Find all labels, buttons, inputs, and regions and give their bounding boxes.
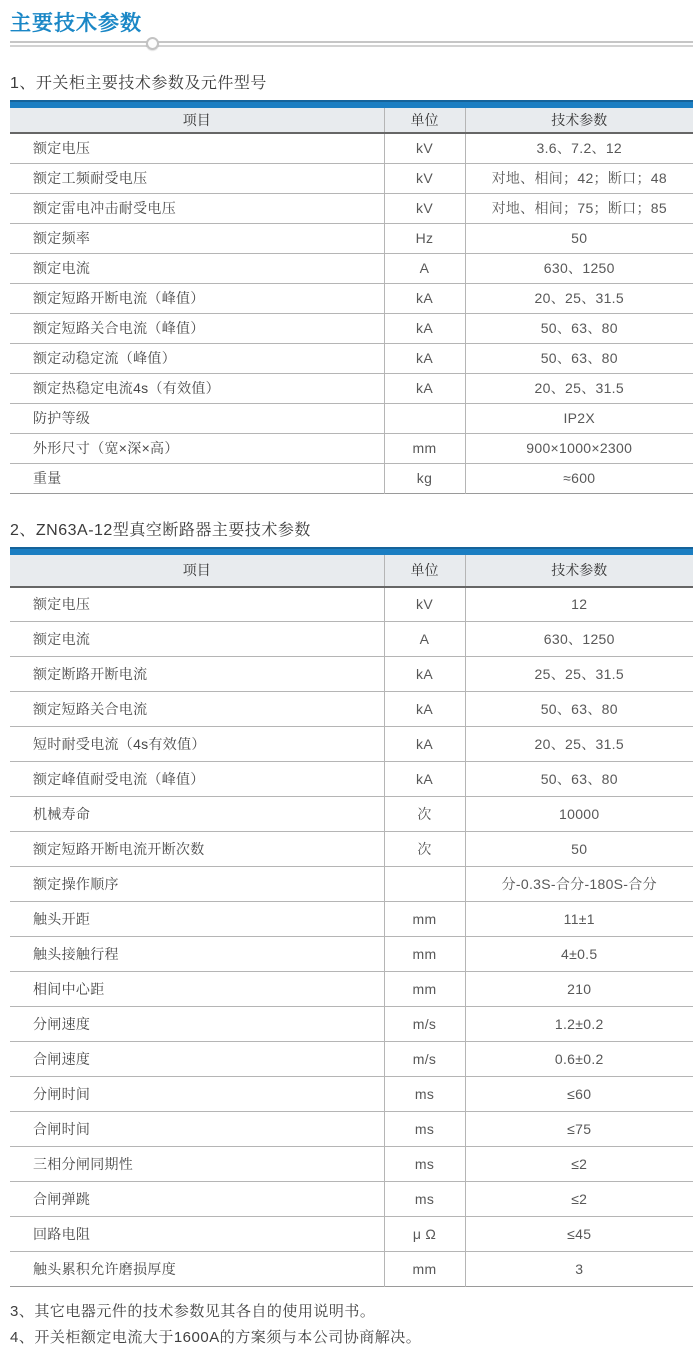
table-row — [10, 403, 693, 433]
item-cell: 短时耐受电流（4s有效值） — [10, 727, 384, 762]
value-cell: 630、1250 — [543, 260, 615, 276]
value-cell: 10000 — [559, 806, 600, 822]
col-header-unit: 单位 — [384, 108, 465, 133]
item-cell: 相间中心距 — [10, 972, 384, 1007]
col-header-value: 技术参数 — [551, 112, 608, 128]
section-1-heading: 1、开关柜主要技术参数及元件型号 — [10, 75, 267, 92]
table-row — [10, 1252, 693, 1287]
value-cell: 210 — [567, 981, 592, 997]
item-cell: 合闸弹跳 — [10, 1182, 384, 1217]
item-cell: 分闸时间 — [10, 1077, 384, 1112]
item-cell: 额定短路关合电流（峰值） — [10, 313, 384, 343]
title-divider — [10, 41, 693, 47]
unit-cell: kA — [384, 313, 465, 343]
table-row — [10, 867, 693, 902]
col-header-item: 项目 — [10, 555, 384, 587]
value-cell: 900×1000×2300 — [526, 440, 633, 456]
item-cell: 额定雷电冲击耐受电压 — [10, 193, 384, 223]
note-3: 3、其它电器元件的技术参数见其各自的使用说明书。 — [10, 1303, 376, 1320]
item-cell: 额定操作顺序 — [10, 867, 384, 902]
item-cell: 触头累积允许磨损厚度 — [10, 1252, 384, 1287]
divider-knob-icon — [146, 37, 159, 50]
table-row — [10, 1042, 693, 1077]
page-title: 主要技术参数 — [10, 12, 142, 35]
unit-cell — [384, 403, 465, 433]
item-cell: 机械寿命 — [10, 797, 384, 832]
unit-cell: kA — [384, 343, 465, 373]
table-row — [10, 283, 693, 313]
value-cell: 0.6±0.2 — [554, 1051, 604, 1067]
unit-cell: ms — [384, 1112, 465, 1147]
value-cell: 50 — [571, 841, 588, 857]
item-cell: 额定动稳定流（峰值） — [10, 343, 384, 373]
unit-cell: A — [384, 622, 465, 657]
switchgear-params-table — [10, 108, 693, 494]
item-cell: 合闸时间 — [10, 1112, 384, 1147]
unit-cell: kV — [384, 163, 465, 193]
table-row — [10, 1007, 693, 1042]
value-cell: 11±1 — [563, 911, 595, 927]
section-breaker-params — [10, 521, 693, 1288]
value-cell: 20、25、31.5 — [534, 736, 624, 752]
unit-cell: mm — [384, 1252, 465, 1287]
table-row — [10, 972, 693, 1007]
table-1-accent-bar — [10, 100, 693, 108]
item-cell: 额定电压 — [10, 133, 384, 163]
table-row — [10, 1182, 693, 1217]
value-cell: ≤2 — [571, 1156, 588, 1172]
item-cell: 分闸速度 — [10, 1007, 384, 1042]
unit-cell: kV — [384, 133, 465, 163]
table-row — [10, 313, 693, 343]
table-row — [10, 902, 693, 937]
table-row — [10, 373, 693, 403]
section-2-heading: 2、ZN63A-12型真空断路器主要技术参数 — [10, 521, 311, 539]
value-cell: 3 — [575, 1261, 584, 1277]
item-cell: 合闸速度 — [10, 1042, 384, 1077]
item-cell: 三相分闸同期性 — [10, 1147, 384, 1182]
unit-cell: mm — [384, 972, 465, 1007]
table-row — [10, 727, 693, 762]
value-cell: ≤60 — [567, 1086, 592, 1102]
value-cell: ≤2 — [571, 1191, 588, 1207]
item-cell: 额定短路关合电流 — [10, 692, 384, 727]
unit-cell: μ Ω — [384, 1217, 465, 1252]
unit-cell: Hz — [384, 223, 465, 253]
unit-cell: kA — [384, 657, 465, 692]
value-cell: 对地、相间；42；断口；48 — [491, 170, 667, 186]
unit-cell: ms — [384, 1182, 465, 1217]
header-row — [10, 108, 693, 133]
item-cell: 防护等级 — [10, 403, 384, 433]
value-cell: 分-0.3S-合分-180S-合分 — [501, 876, 657, 892]
unit-cell: kV — [384, 193, 465, 223]
table-row — [10, 937, 693, 972]
table-row — [10, 587, 693, 622]
col-header-unit: 单位 — [384, 555, 465, 587]
header-row — [10, 555, 693, 587]
item-cell: 额定电压 — [10, 587, 384, 622]
value-cell: 50、63、80 — [540, 701, 618, 717]
table-row — [10, 692, 693, 727]
value-cell: 对地、相间；75；断口；85 — [491, 200, 667, 216]
value-cell: 630、1250 — [543, 631, 615, 647]
item-cell: 回路电阻 — [10, 1217, 384, 1252]
item-cell: 额定工频耐受电压 — [10, 163, 384, 193]
item-cell: 额定峰值耐受电流（峰值） — [10, 762, 384, 797]
value-cell: 1.2±0.2 — [554, 1016, 604, 1032]
item-cell: 触头开距 — [10, 902, 384, 937]
unit-cell: kA — [384, 762, 465, 797]
table-row — [10, 762, 693, 797]
item-cell: 额定热稳定电流4s（有效值） — [10, 373, 384, 403]
table-row — [10, 343, 693, 373]
value-cell: 50、63、80 — [540, 771, 618, 787]
breaker-params-table — [10, 555, 693, 1288]
table-row — [10, 163, 693, 193]
table-2-accent-bar — [10, 547, 693, 555]
value-cell: ≈600 — [563, 470, 596, 486]
item-cell: 额定断路开断电流 — [10, 657, 384, 692]
value-cell: ≤75 — [567, 1121, 592, 1137]
item-cell: 触头接触行程 — [10, 937, 384, 972]
table-row — [10, 1147, 693, 1182]
unit-cell: 次 — [384, 797, 465, 832]
value-cell: 4±0.5 — [561, 946, 598, 962]
item-cell: 重量 — [10, 463, 384, 493]
value-cell: 3.6、7.2、12 — [536, 140, 622, 157]
table-row — [10, 1077, 693, 1112]
value-cell: 50、63、80 — [540, 350, 618, 366]
table-row — [10, 463, 693, 493]
value-cell: ≤45 — [567, 1226, 592, 1242]
table-row — [10, 832, 693, 867]
table-row — [10, 433, 693, 463]
value-cell: 20、25、31.5 — [534, 290, 624, 306]
unit-cell: kA — [384, 727, 465, 762]
value-cell: 50、63、80 — [540, 320, 618, 336]
unit-cell: kA — [384, 283, 465, 313]
unit-cell — [384, 867, 465, 902]
unit-cell: mm — [384, 937, 465, 972]
unit-cell: A — [384, 253, 465, 283]
unit-cell: m/s — [384, 1007, 465, 1042]
value-cell: 12 — [571, 596, 588, 613]
item-cell: 额定短路开断电流开断次数 — [10, 832, 384, 867]
col-header-item: 项目 — [10, 108, 384, 133]
item-cell: 额定电流 — [10, 622, 384, 657]
item-cell: 外形尺寸（宽×深×高） — [10, 433, 384, 463]
item-cell: 额定电流 — [10, 253, 384, 283]
unit-cell: 次 — [384, 832, 465, 867]
value-cell: 25、25、31.5 — [534, 666, 624, 682]
col-header-value: 技术参数 — [551, 562, 608, 578]
unit-cell: m/s — [384, 1042, 465, 1077]
unit-cell: ms — [384, 1147, 465, 1182]
unit-cell: kV — [384, 587, 465, 622]
value-cell: IP2X — [563, 410, 596, 426]
table-row — [10, 657, 693, 692]
table-row — [10, 253, 693, 283]
table-row — [10, 1112, 693, 1147]
item-cell: 额定频率 — [10, 223, 384, 253]
unit-cell: kA — [384, 373, 465, 403]
unit-cell: kg — [384, 463, 465, 493]
unit-cell: kA — [384, 692, 465, 727]
section-switchgear-params — [10, 74, 693, 494]
table-row — [10, 797, 693, 832]
note-4: 4、开关柜额定电流大于1600A的方案须与本公司协商解决。 — [10, 1329, 422, 1346]
value-cell: 20、25、31.5 — [534, 380, 624, 396]
item-cell: 额定短路开断电流（峰值） — [10, 283, 384, 313]
value-cell: 50 — [571, 230, 588, 246]
table-row — [10, 133, 693, 163]
table-row — [10, 622, 693, 657]
unit-cell: mm — [384, 902, 465, 937]
unit-cell: ms — [384, 1077, 465, 1112]
footer-notes — [10, 1299, 693, 1351]
table-row — [10, 223, 693, 253]
table-row — [10, 193, 693, 223]
table-row — [10, 1217, 693, 1252]
unit-cell: mm — [384, 433, 465, 463]
